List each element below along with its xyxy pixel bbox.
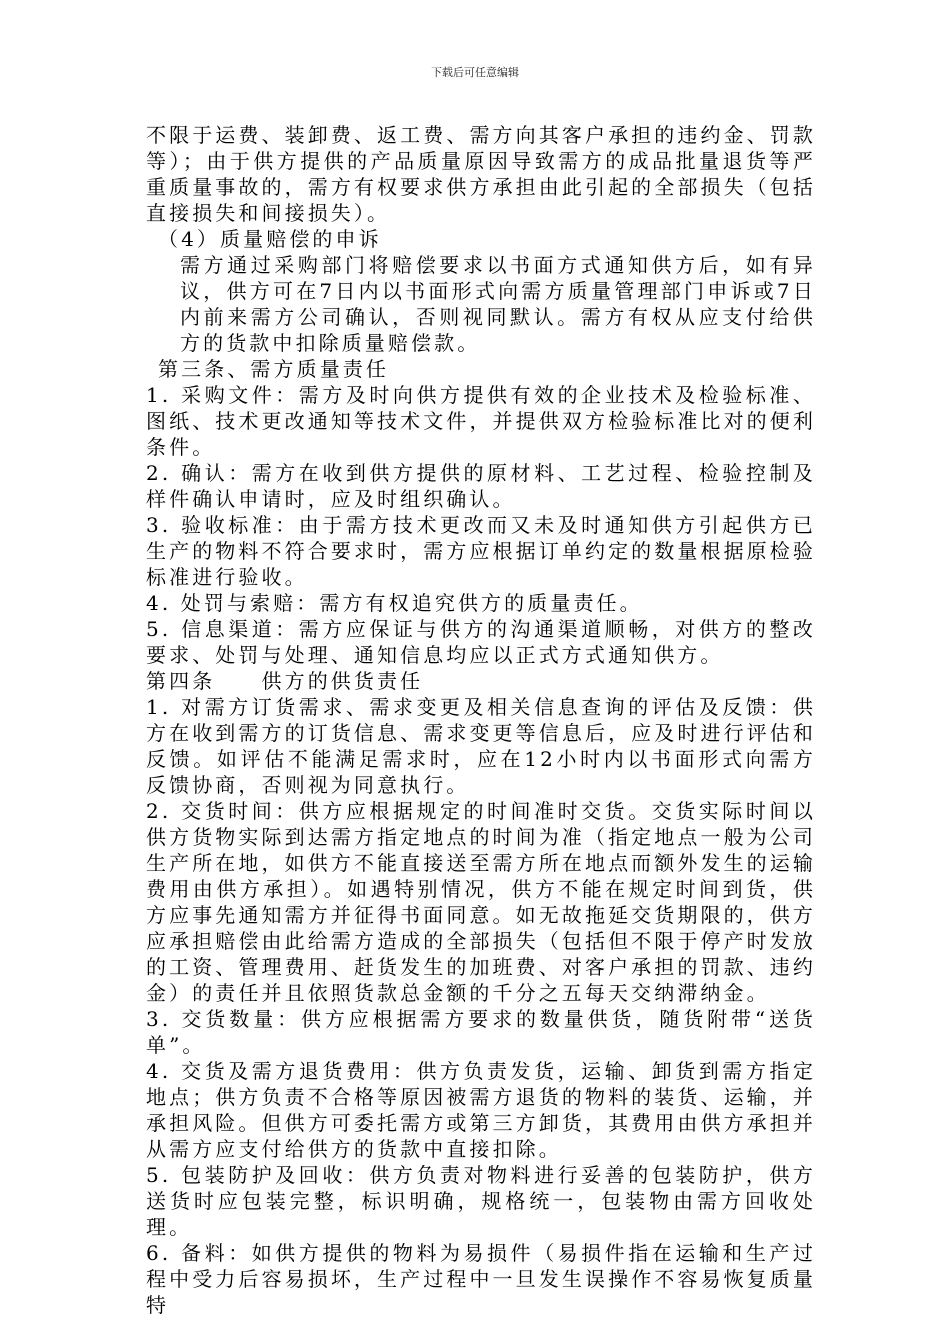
document-body [146, 122, 816, 1318]
list-item: 6. 备料：如供方提供的物料为易损件（易损件指在运输和生产过程中受力后容易损坏，生产过程中一旦发生误操作不容易恢复质量特 [146, 1241, 816, 1317]
paragraph: 需方通过采购部门将赔偿要求以书面方式通知供方后，如有异议，供方可在7日内以书面形式向需方质量管理部门申诉或7日内前来需方公司确认，否则视同默认。需方有权从应支付给供方的货款中扣除质量赔偿款。 [180, 253, 816, 355]
page-header: 下载后可任意编辑 [431, 66, 519, 79]
list-item: 4. 交货及需方退货费用：供方负责发货，运输、卸货到需方指定地点；供方负责不合格等原因被需方退货的物料的装货、运输，并承担风险。但供方可委托需方或第三方卸货，其费用由供方承担并从需方应支付给供方的货款中直接扣除。 [146, 1059, 816, 1161]
section-heading: 第三条、需方质量责任 [158, 357, 389, 381]
list-item: 4. 处罚与索赔：需方有权追究供方的质量责任。 [146, 591, 643, 615]
list-item: 3. 验收标准：由于需方技术更改而又未及时通知供方引起供方已生产的物料不符合要求时，需方应根据订单约定的数量根据原检验标准进行验收。 [146, 513, 816, 589]
list-item: 5. 包装防护及回收：供方负责对物料进行妥善的包装防护，供方送货时应包装完整，标识明确，规格统一，包装物由需方回收处理。 [146, 1163, 816, 1239]
list-item: 2. 确认：需方在收到供方提供的原材料、工艺过程、检验控制及样件确认申请时，应及时组织确认。 [146, 461, 816, 511]
list-item: 1. 采购文件：需方及时向供方提供有效的企业技术及检验标准、图纸、技术更改通知等技术文件，并提供双方检验标准比对的便利条件。 [146, 383, 816, 459]
list-item: 5. 信息渠道：需方应保证与供方的沟通渠道顺畅，对供方的整改要求、处罚与处理、通知信息均应以正式方式通知供方。 [146, 617, 816, 667]
list-item: 2. 交货时间：供方应根据规定的时间准时交货。交货实际时间以供方货物实际到达需方指定地点的时间为准（指定地点一般为公司生产所在地，如供方不能直接送至需方所在地点而额外发生的运输费用由供方承担）。如遇特别情况，供方不能在规定时间到货，供方应事先通知需方并征得书面同意。如无故拖延交货期限的，供方应承担赔偿由此给需方造成的全部损失（包括但不限于停产时发放的工资、管理费用、赶货发生的加班费、对客户承担的罚款、违约金）的责任并且依照货款总金额的千分之五每天交纳滞纳金。 [146, 799, 816, 1005]
subheading: （4）质量赔偿的申诉 [158, 227, 382, 251]
paragraph: 不限于运费、装卸费、返工费、需方向其客户承担的违约金、罚款等）；由于供方提供的产品质量原因导致需方的成品批量退货等严重质量事故的，需方有权要求供方承担由此引起的全部损失（包括直接损失和间接损失）。 [146, 123, 816, 225]
section-heading: 第四条 供方的供货责任 [146, 669, 424, 693]
list-item: 3. 交货数量：供方应根据需方要求的数量供货，随货附带“送货单”。 [146, 1007, 816, 1057]
list-item: 1. 对需方订货需求、需求变更及相关信息查询的评估及反馈：供方在收到需方的订货信息、需求变更等信息后，应及时进行评估和反馈。如评估不能满足需求时，应在12小时内以书面形式向需方反馈协商，否则视为同意执行。 [146, 695, 816, 797]
